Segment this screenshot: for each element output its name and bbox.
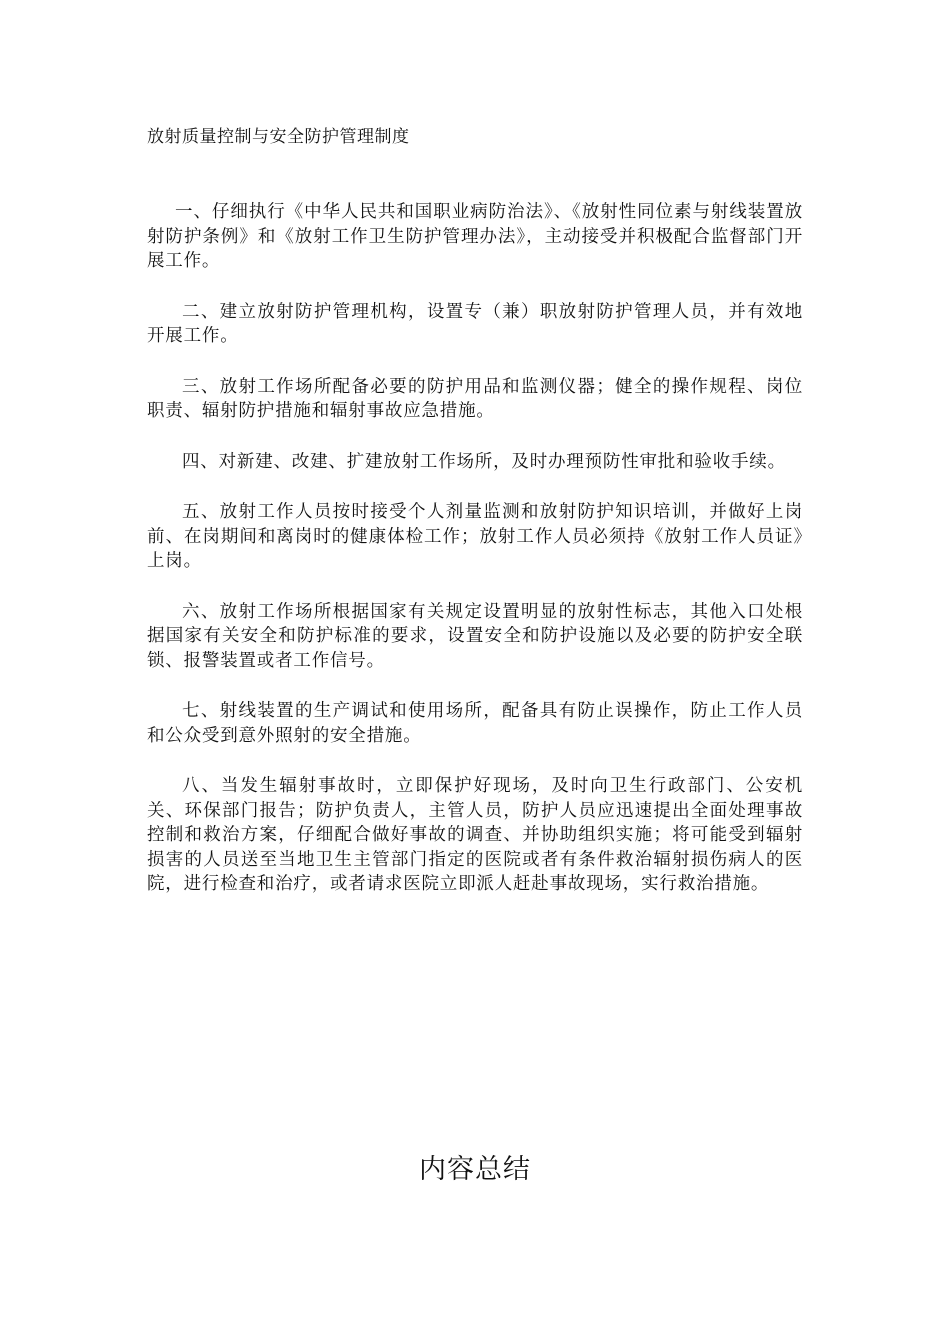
clause-6: 六、放射工作场所根据国家有关规定设置明显的放射性标志，其他入口处根据国家有关安全和防护标准的要求，设置安全和防护设施以及必要的防护安全联锁、报警装置或者工作信号。	[147, 601, 803, 671]
clause-3: 三、放射工作场所配备必要的防护用品和监测仪器；健全的操作规程、岗位职责、辐射防护措施和辐射事故应急措施。	[147, 376, 803, 421]
clause-4: 四、对新建、改建、扩建放射工作场所，及时办理预防性审批和验收手续。	[182, 451, 786, 472]
clause-8: 八、当发生辐射事故时，立即保护好现场，及时向卫生行政部门、公安机关、环保部门报告；防护负责人，主管人员，防护人员应迅速提出全面处理事故控制和救治方案，仔细配合做好事故的调查、并协助组织实施；将可能受到辐射损害的人员送至当地卫生主管部门指定的医院或者有条件救治辐射损伤病人的医院，进行检查和治疗，或者请求医院立即派人赶赴事故现场，实行救治措施。	[147, 776, 803, 894]
clause-2: 二、建立放射防护管理机构，设置专（兼）职放射防护管理人员，并有效地开展工作。	[147, 301, 803, 346]
clause-1: 一、仔细执行《中华人民共和国职业病防治法》、《放射性同位素与射线装置放射防护条例》和《放射工作卫生防护管理办法》，主动接受并积极配合监督部门开展工作。	[147, 202, 803, 271]
document-body	[147, 200, 803, 923]
clause-5: 五、放射工作人员按时接受个人剂量监测和放射防护知识培训，并做好上岗前、在岗期间和离岗时的健康体检工作；放射工作人员必须持《放射工作人员证》上岗。	[147, 502, 803, 571]
document-title: 放射质量控制与安全防护管理制度	[147, 127, 410, 147]
clause-7: 七、射线装置的生产调试和使用场所，配备具有防止误操作，防止工作人员和公众受到意外照射的安全措施。	[147, 701, 803, 746]
summary-heading: 内容总结	[419, 1154, 531, 1185]
